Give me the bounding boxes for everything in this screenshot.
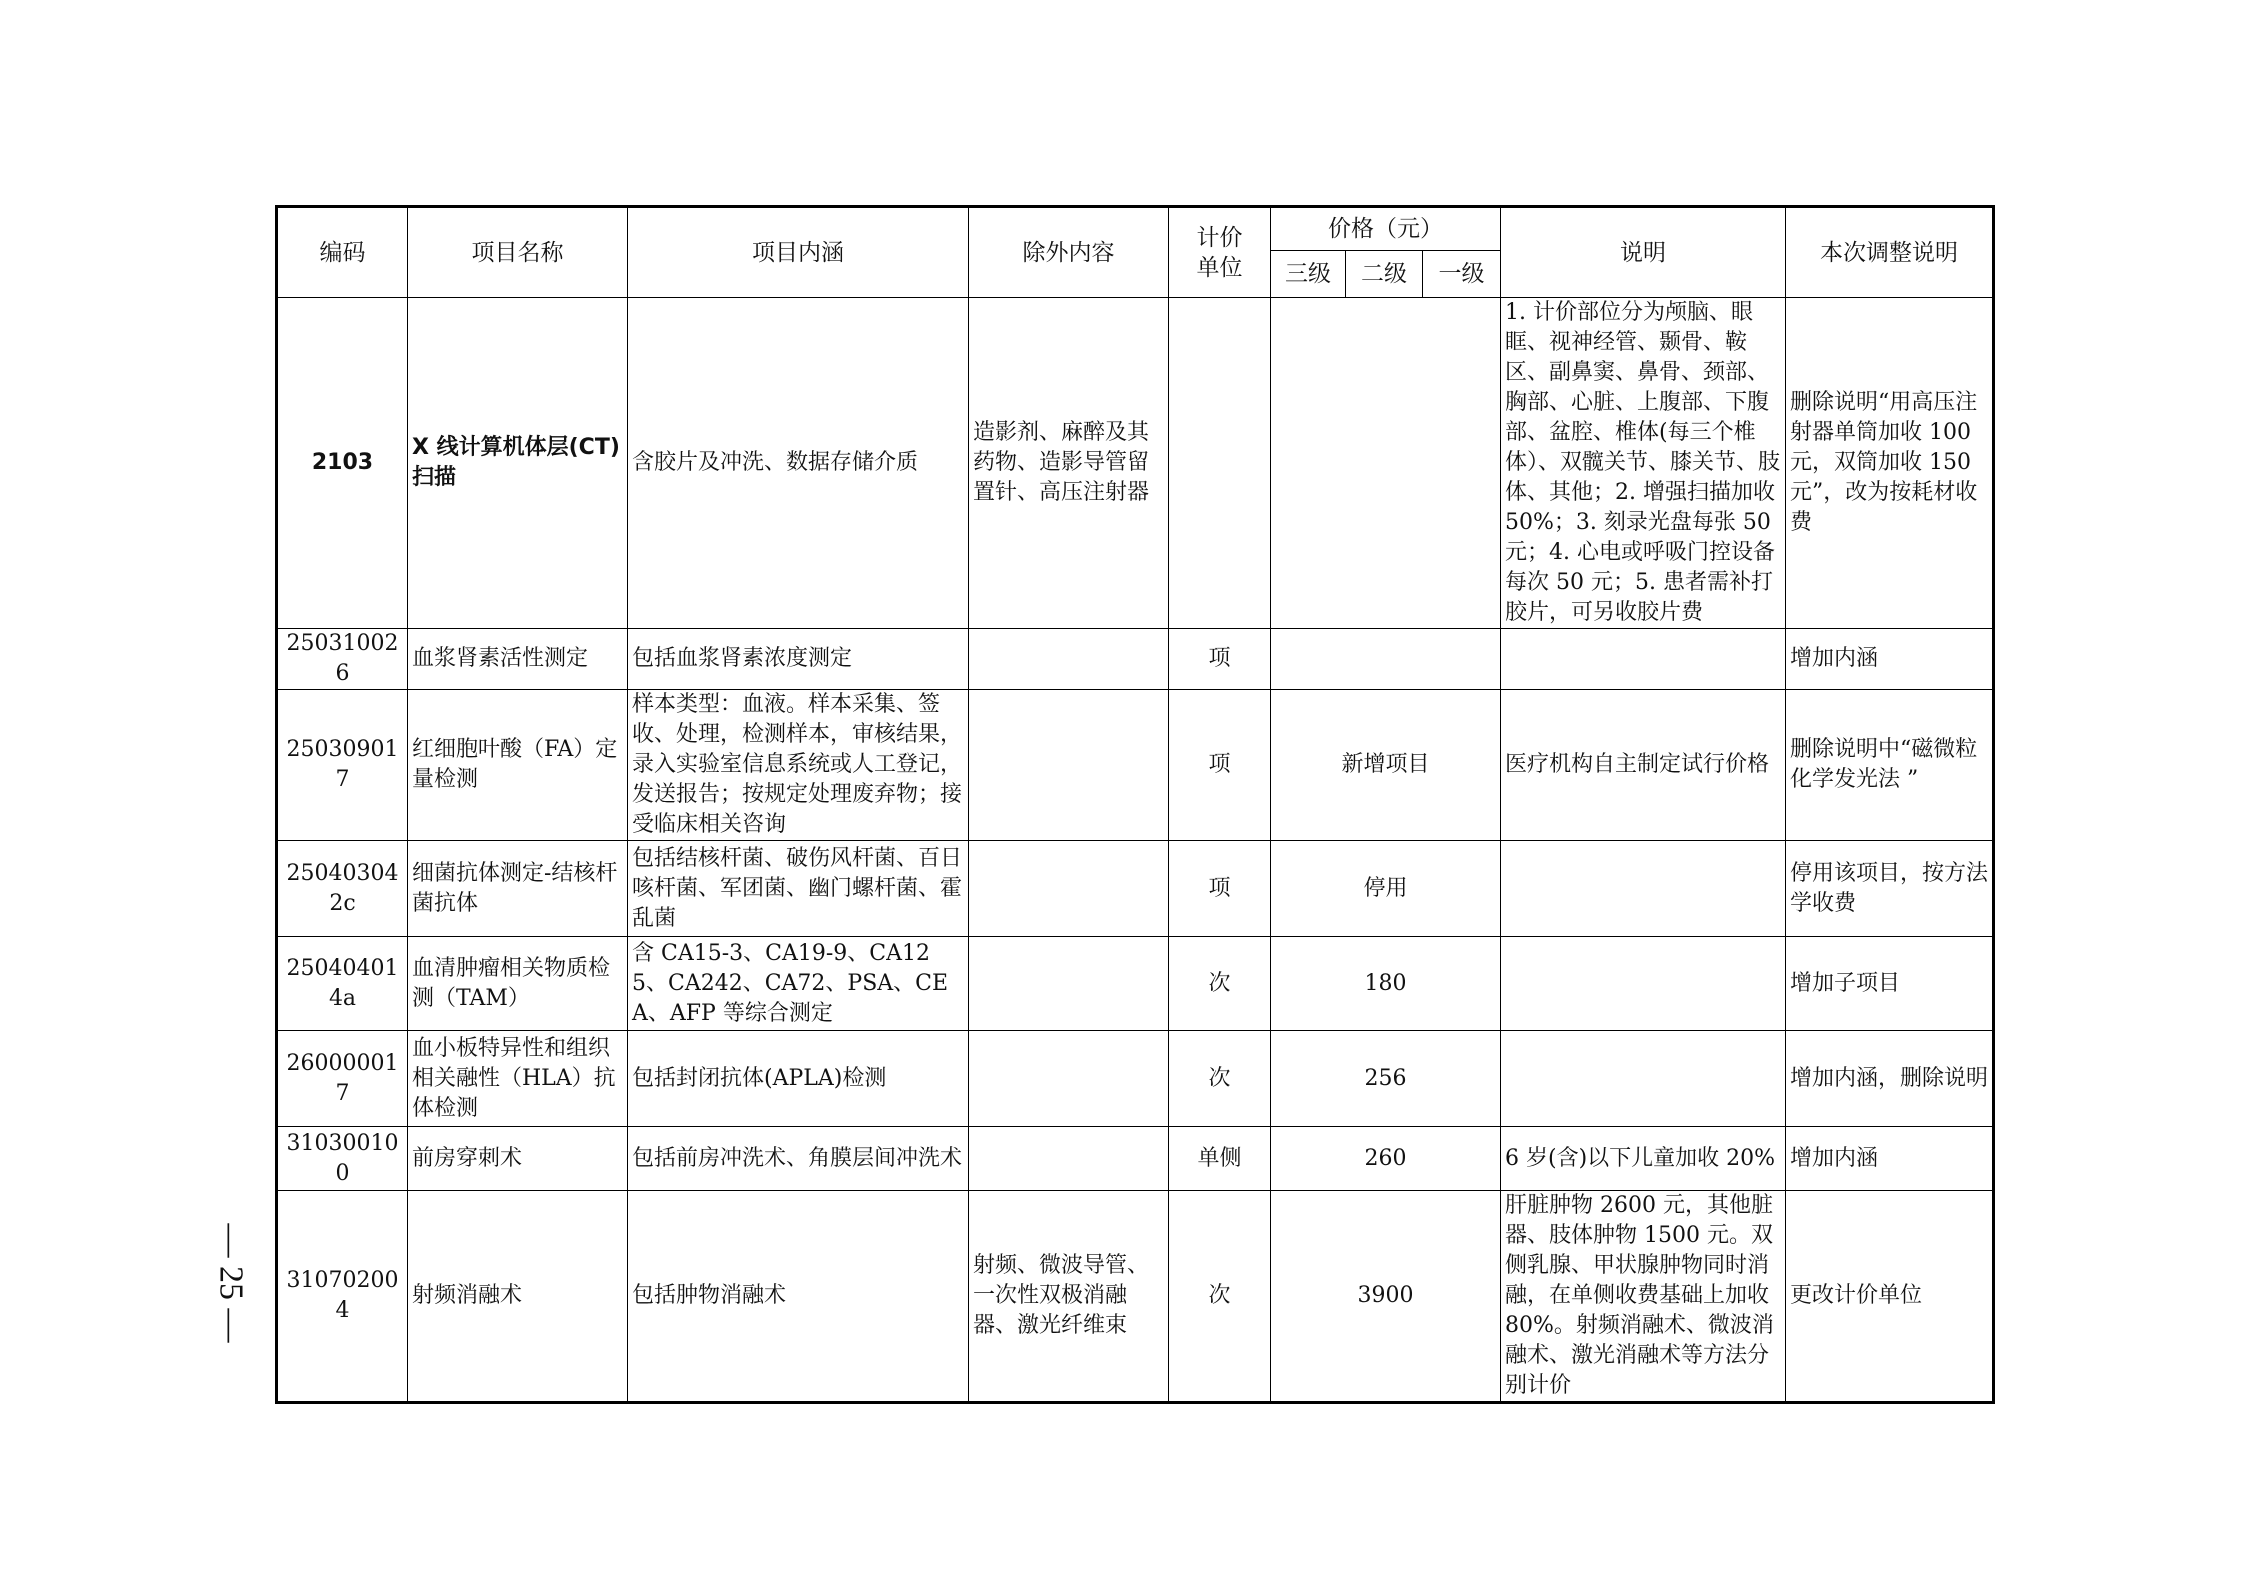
exclusions-cell bbox=[969, 629, 1169, 690]
code-cell: 2103 bbox=[277, 298, 408, 629]
adjustment-cell: 删除说明“用高压注射器单筒加收 100 元，双筒加收 150 元”，改为按耗材收费 bbox=[1786, 298, 1994, 629]
table-row bbox=[277, 690, 1994, 841]
header-level1: 一级 bbox=[1423, 251, 1501, 298]
table-row bbox=[277, 937, 1994, 1031]
price-cell: 260 bbox=[1271, 1127, 1501, 1191]
notes-cell bbox=[1501, 841, 1786, 937]
exclusions-cell: 造影剂、麻醉及其药物、造影导管留置针、高压注射器 bbox=[969, 298, 1169, 629]
adjustment-cell: 增加内涵，删除说明 bbox=[1786, 1031, 1994, 1127]
notes-cell: 1. 计价部位分为颅脑、眼眶、视神经管、颞骨、鞍区、副鼻窦、鼻骨、颈部、胸部、心脏、上腹部、下腹部、盆腔、椎体(每三个椎体）、双髋关节、膝关节、肢体、其他；2. 增强扫描加收 50%；3. 刻录光盘每张 50 元；4. 心电或呼吸门控设备每次 50 元；5. 患者需补打胶片，可另收胶片费 bbox=[1501, 298, 1786, 629]
name-cell: 细菌抗体测定-结核杆菌抗体 bbox=[408, 841, 628, 937]
notes-cell bbox=[1501, 937, 1786, 1031]
table-row bbox=[277, 629, 1994, 690]
name-cell: 血浆肾素活性测定 bbox=[408, 629, 628, 690]
price-cell: 3900 bbox=[1271, 1191, 1501, 1403]
exclusions-cell bbox=[969, 937, 1169, 1031]
price-cell: 180 bbox=[1271, 937, 1501, 1031]
name-cell: 前房穿刺术 bbox=[408, 1127, 628, 1191]
header-content: 项目内涵 bbox=[628, 207, 969, 298]
name-cell: 红细胞叶酸（FA）定量检测 bbox=[408, 690, 628, 841]
notes-cell: 医疗机构自主制定试行价格 bbox=[1501, 690, 1786, 841]
exclusions-cell: 射频、微波导管、一次性双极消融器、激光纤维束 bbox=[969, 1191, 1169, 1403]
name-cell: 血清肿瘤相关物质检测（TAM） bbox=[408, 937, 628, 1031]
table-row bbox=[277, 841, 1994, 937]
content-cell: 样本类型：血液。样本采集、签收、处理，检测样本，审核结果，录入实验室信息系统或人工登记，发送报告；按规定处理废弃物；接受临床相关咨询 bbox=[628, 690, 969, 841]
header-exclusions: 除外内容 bbox=[969, 207, 1169, 298]
header-name: 项目名称 bbox=[408, 207, 628, 298]
unit-cell bbox=[1169, 298, 1271, 629]
exclusions-cell bbox=[969, 1031, 1169, 1127]
adjustment-cell: 增加内涵 bbox=[1786, 629, 1994, 690]
header-notes: 说明 bbox=[1501, 207, 1786, 298]
adjustment-cell: 删除说明中“磁微粒化学发光法 ” bbox=[1786, 690, 1994, 841]
unit-cell: 次 bbox=[1169, 937, 1271, 1031]
name-cell: X 线计算机体层(CT)扫描 bbox=[408, 298, 628, 629]
code-cell: 250404014a bbox=[277, 937, 408, 1031]
unit-cell: 项 bbox=[1169, 841, 1271, 937]
exclusions-cell bbox=[969, 841, 1169, 937]
table-row bbox=[277, 1031, 1994, 1127]
price-cell: 256 bbox=[1271, 1031, 1501, 1127]
table-row bbox=[277, 298, 1994, 629]
price-cell bbox=[1271, 629, 1501, 690]
exclusions-cell bbox=[969, 690, 1169, 841]
header-price: 价格（元） bbox=[1271, 207, 1501, 251]
exclusions-cell bbox=[969, 1127, 1169, 1191]
header-level3: 三级 bbox=[1271, 251, 1346, 298]
pricing-table bbox=[275, 205, 1995, 1404]
table-row bbox=[277, 1191, 1994, 1403]
page-number bbox=[205, 1215, 255, 1350]
adjustment-cell: 增加内涵 bbox=[1786, 1127, 1994, 1191]
header-adjustment: 本次调整说明 bbox=[1786, 207, 1994, 298]
unit-cell: 次 bbox=[1169, 1191, 1271, 1403]
content-cell: 包括前房冲洗术、角膜层间冲洗术 bbox=[628, 1127, 969, 1191]
content-cell: 包括肿物消融术 bbox=[628, 1191, 969, 1403]
content-cell: 包括血浆肾素浓度测定 bbox=[628, 629, 969, 690]
unit-cell: 次 bbox=[1169, 1031, 1271, 1127]
code-cell: 260000017 bbox=[277, 1031, 408, 1127]
page-number-text: — 25 — bbox=[212, 1223, 249, 1342]
adjustment-cell: 更改计价单位 bbox=[1786, 1191, 1994, 1403]
code-cell: 250403042c bbox=[277, 841, 408, 937]
name-cell: 射频消融术 bbox=[408, 1191, 628, 1403]
code-cell: 310300100 bbox=[277, 1127, 408, 1191]
price-cell: 新增项目 bbox=[1271, 690, 1501, 841]
header-level2: 二级 bbox=[1346, 251, 1423, 298]
name-cell: 血小板特异性和组织相关融性（HLA）抗体检测 bbox=[408, 1031, 628, 1127]
header-code: 编码 bbox=[277, 207, 408, 298]
notes-cell bbox=[1501, 1031, 1786, 1127]
header-unit: 计价 单位 bbox=[1169, 207, 1271, 298]
price-cell bbox=[1271, 298, 1501, 629]
adjustment-cell: 停用该项目，按方法学收费 bbox=[1786, 841, 1994, 937]
code-cell: 250310026 bbox=[277, 629, 408, 690]
notes-cell bbox=[1501, 629, 1786, 690]
code-cell: 250309017 bbox=[277, 690, 408, 841]
adjustment-cell: 增加子项目 bbox=[1786, 937, 1994, 1031]
content-cell: 包括封闭抗体(APLA)检测 bbox=[628, 1031, 969, 1127]
content-cell: 含 CA15-3、CA19-9、CA125、CA242、CA72、PSA、CEA、AFP 等综合测定 bbox=[628, 937, 969, 1031]
content-cell: 包括结核杆菌、破伤风杆菌、百日咳杆菌、军团菌、幽门螺杆菌、霍乱菌 bbox=[628, 841, 969, 937]
unit-cell: 项 bbox=[1169, 690, 1271, 841]
unit-cell: 单侧 bbox=[1169, 1127, 1271, 1191]
content-cell: 含胶片及冲洗、数据存储介质 bbox=[628, 298, 969, 629]
code-cell: 310702004 bbox=[277, 1191, 408, 1403]
notes-cell: 肝脏肿物 2600 元，其他脏器、肢体肿物 1500 元。双侧乳腺、甲状腺肿物同时消融，在单侧收费基础上加收 80%。射频消融术、微波消融术、激光消融术等方法分别计价 bbox=[1501, 1191, 1786, 1403]
notes-cell: 6 岁(含)以下儿童加收 20% bbox=[1501, 1127, 1786, 1191]
unit-cell: 项 bbox=[1169, 629, 1271, 690]
price-cell: 停用 bbox=[1271, 841, 1501, 937]
table-row bbox=[277, 1127, 1994, 1191]
